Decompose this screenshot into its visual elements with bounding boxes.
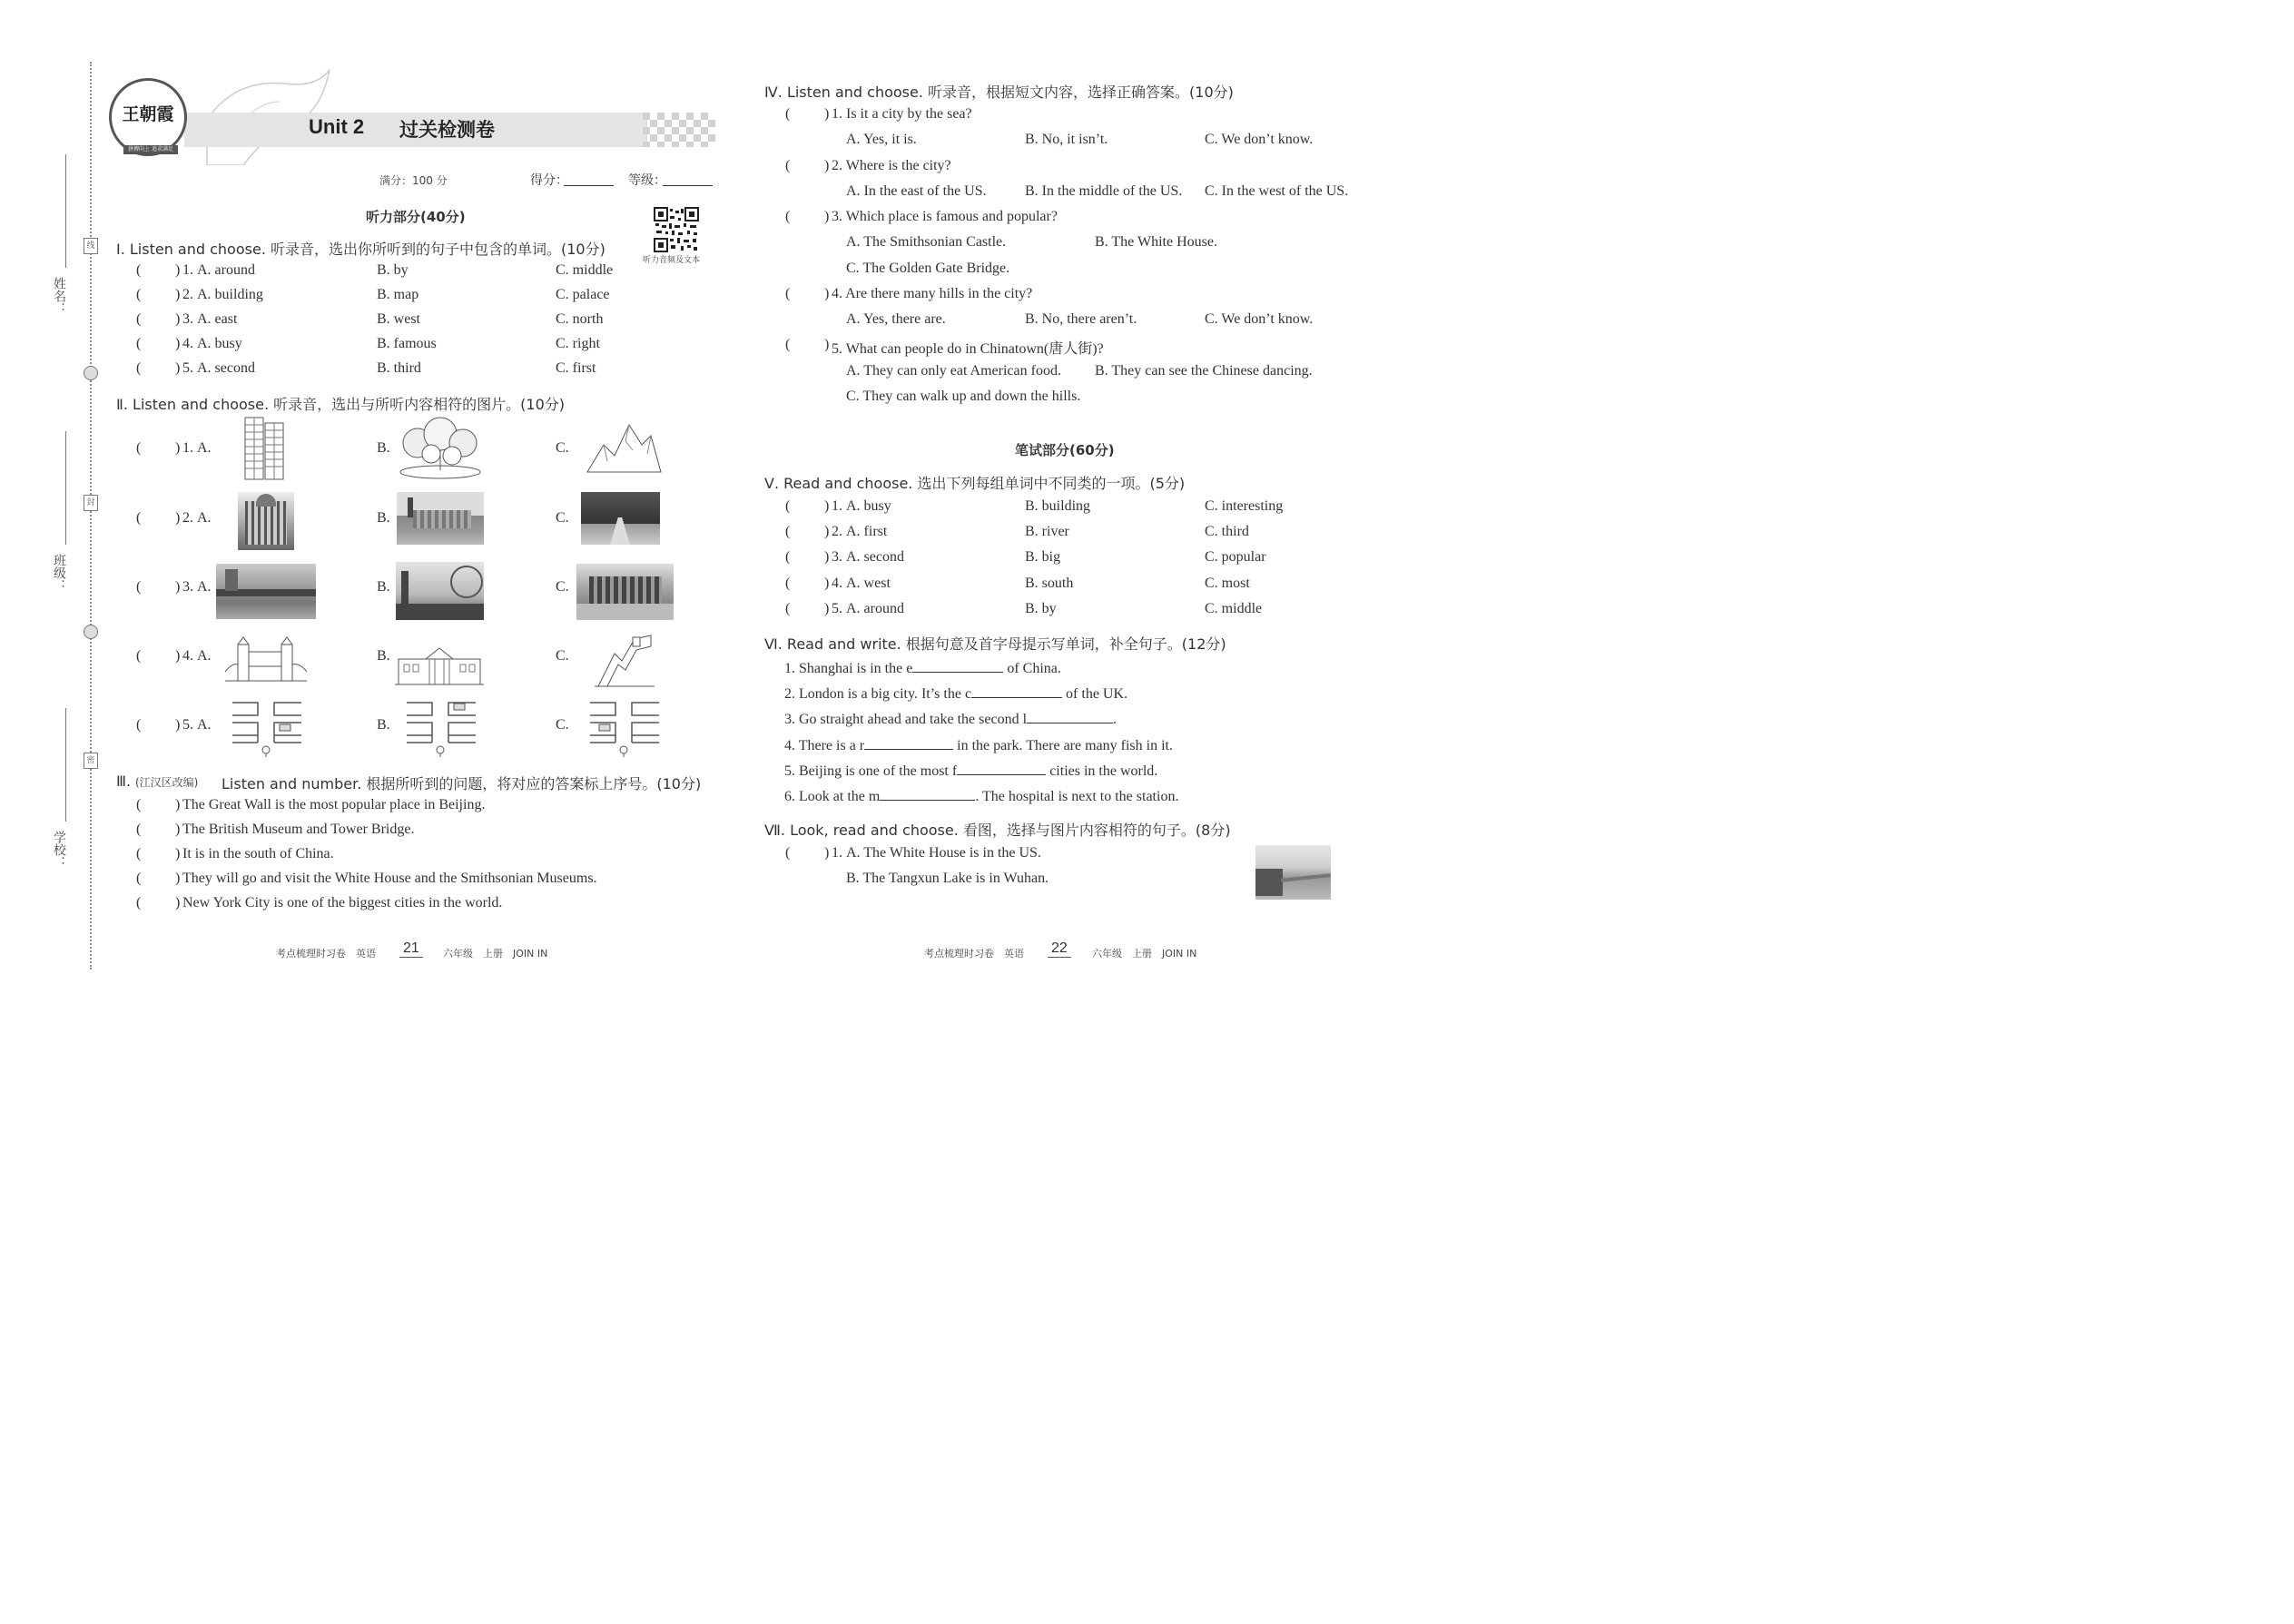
answer-paren-open: ( (785, 601, 791, 616)
item-number: 3. (832, 549, 842, 565)
answer-blank[interactable] (143, 338, 174, 352)
option-b-label: B. (377, 510, 390, 526)
option-a: A. east (197, 311, 238, 327)
new-york-photo[interactable] (576, 564, 674, 620)
option-a: A. around (846, 601, 904, 616)
score-field[interactable] (564, 185, 614, 186)
item-number: 2. (832, 524, 842, 539)
answer-paren-close: ) (175, 871, 181, 886)
option-c: C. palace (556, 287, 610, 302)
section-3-source: (江汉区改编) (135, 776, 199, 789)
sentence-start: 6. Look at the m (784, 789, 881, 804)
logo-motto: 拼搏向上 追求满足 (123, 145, 178, 154)
answer-paren-open: ( (785, 524, 791, 539)
answer-paren-close: ) (824, 845, 830, 861)
answer-paren-open: ( (785, 106, 791, 122)
answer-paren-close: ) (824, 601, 830, 616)
option-a-label: A. (197, 510, 212, 526)
option-c: C. first (556, 360, 596, 376)
answer-paren-open: ( (136, 360, 142, 376)
option-a-label: A. (197, 648, 212, 664)
option-b: B. big (1025, 549, 1061, 565)
grade-field[interactable] (663, 185, 713, 186)
answer-blank[interactable] (793, 160, 823, 174)
sentence-end: . The hospital is next to the station. (975, 789, 1179, 804)
option-c-label: C. (556, 648, 569, 664)
fill-blank[interactable] (912, 659, 1003, 673)
option-c-label: C. (556, 440, 569, 456)
option-a: A. first (846, 524, 888, 539)
answer-blank[interactable] (793, 288, 823, 302)
park-trees-image[interactable] (399, 416, 481, 479)
sentence-end: in the park. There are many fish in it. (953, 738, 1173, 753)
answer-paren-close: ) (824, 286, 830, 301)
question: 3. Which place is famous and popular? (832, 209, 1058, 224)
sentence: They will go and visit the White House and the Smithsonian Museums. (182, 871, 597, 886)
option-a-label: A. (197, 440, 212, 456)
footer-left-book: 考点梳理时习卷 英语 (276, 948, 376, 960)
answer-blank[interactable] (793, 603, 823, 617)
seal-mark-xian: 线 (84, 238, 98, 254)
river-bridge-photo[interactable] (216, 564, 316, 619)
binding-dotted-line (90, 62, 92, 969)
item-number: 1. (832, 845, 842, 861)
fill-blank[interactable] (880, 787, 975, 801)
seal-mark-mi: 密 (84, 753, 98, 769)
answer-blank[interactable] (143, 848, 174, 862)
section-6-title: Ⅵ. Read and write. 根据句意及首字母提示写单词，补全句子。(12分) (764, 635, 1226, 653)
answer-blank[interactable] (793, 847, 823, 861)
fill-blank[interactable] (971, 684, 1062, 698)
option-c: C. north (556, 311, 604, 327)
option-c: C. middle (1205, 601, 1263, 616)
answer-paren-close: ) (175, 822, 181, 837)
sentence-end: of the UK. (1062, 686, 1128, 702)
item-number: 1. (832, 498, 842, 514)
white-house-drawing[interactable] (395, 646, 484, 688)
option-c-label: C. (556, 510, 569, 526)
answer-paren-open: ( (136, 717, 142, 733)
footer-right-grade: 六年级 上册 JOIN IN (1092, 948, 1197, 960)
section-1-title: Ⅰ. Listen and choose. 听录音，选出你所听到的句子中包含的单词。(10分) (116, 241, 605, 258)
option-a: A. west (846, 576, 891, 591)
answer-blank[interactable] (793, 577, 823, 592)
option-a: A. busy (846, 498, 891, 514)
option-a: A. second (846, 549, 904, 565)
item-number: 4. (182, 648, 193, 664)
fill-blank[interactable] (864, 736, 953, 750)
london-eye-photo[interactable] (396, 562, 484, 620)
answer-blank[interactable] (143, 872, 174, 887)
option-c: C. In the west of the US. (1205, 183, 1349, 199)
answer-paren-close: ) (175, 648, 181, 664)
option-b: B. They can see the Chinese dancing. (1095, 363, 1313, 379)
tall-building-image[interactable] (243, 416, 287, 481)
answer-blank[interactable] (143, 289, 174, 303)
option-b: B. In the middle of the US. (1025, 183, 1183, 199)
seal-mark-feng: 封 (84, 495, 98, 511)
answer-paren-open: ( (785, 576, 791, 591)
answer-paren-close: ) (824, 209, 830, 224)
option-a: A. busy (197, 336, 242, 351)
binding-hole-1 (84, 366, 98, 380)
school-field[interactable] (65, 708, 66, 822)
answer-paren-open: ( (785, 337, 791, 352)
school-label: 学校： (52, 831, 66, 869)
sentence-start: 1. Shanghai is in the e (784, 661, 913, 676)
option-b: B. No, it isn’t. (1025, 132, 1108, 147)
answer-paren-open: ( (136, 336, 142, 351)
qr-code-icon[interactable] (654, 207, 699, 252)
option-b: B. south (1025, 576, 1074, 591)
option-a: A. In the east of the US. (846, 183, 987, 199)
item-number: 1. (182, 262, 193, 278)
fill-sentence (784, 787, 1178, 805)
logo-text: 王朝霞 (122, 104, 174, 124)
sentence: The British Museum and Tower Bridge. (182, 822, 415, 837)
answer-paren-open: ( (785, 498, 791, 514)
option-b: B. map (377, 287, 419, 302)
option-a: A. The White House is in the US. (846, 845, 1041, 861)
section-3-title: Listen and number. 根据所听到的问题，将对应的答案标上序号。(10分) (222, 775, 702, 792)
item-number: 5. (182, 360, 193, 376)
answer-blank[interactable] (143, 799, 174, 813)
sentence-end: of China. (1003, 661, 1061, 676)
page-number-22: 22 (1048, 940, 1071, 958)
option-b: B. famous (377, 336, 437, 351)
answer-paren-close: ) (824, 498, 830, 514)
fill-sentence (784, 684, 1127, 703)
sentence-end: . (1113, 712, 1117, 727)
answer-blank[interactable] (793, 339, 823, 353)
option-b: B. by (377, 262, 409, 278)
answer-paren-open: ( (136, 311, 142, 327)
sentence-start: 4. There is a r (784, 738, 865, 753)
sentence-end: cities in the world. (1046, 763, 1158, 779)
item-number: 3. (182, 579, 193, 595)
answer-paren-close: ) (175, 846, 181, 861)
section-5-title: Ⅴ. Read and choose. 选出下列每组单词中不同类的一项。(5分) (764, 475, 1186, 492)
fill-blank[interactable] (957, 762, 1046, 775)
sentence-start: 3. Go straight ahead and take the second l (784, 712, 1028, 727)
option-c: C. We don’t know. (1205, 311, 1314, 327)
answer-paren-open: ( (785, 549, 791, 565)
name-label: 姓名： (52, 277, 66, 315)
section-3-numeral: Ⅲ. (116, 773, 132, 790)
section-4-title: Ⅳ. Listen and choose. 听录音，根据短文内容，选择正确答案。(10分) (764, 84, 1234, 101)
option-a-label: A. (197, 717, 212, 733)
option-a-label: A. (197, 579, 212, 595)
option-c: C. interesting (1205, 498, 1284, 514)
answer-blank[interactable] (793, 526, 823, 540)
answer-paren-close: ) (824, 576, 830, 591)
sentence: New York City is one of the biggest cities in the world. (182, 895, 503, 910)
answer-paren-close: ) (824, 337, 830, 352)
answer-paren-open: ( (785, 845, 791, 861)
option-c: C. We don’t know. (1205, 132, 1314, 147)
item-number: 5. (832, 601, 842, 616)
option-a: A. second (197, 360, 255, 376)
answer-paren-open: ( (136, 797, 142, 812)
great-wall-drawing[interactable] (595, 634, 655, 688)
fill-blank[interactable] (1027, 710, 1113, 723)
writing-heading: 笔试部分(60分) (1015, 442, 1115, 458)
item-number: 2. (182, 287, 193, 302)
answer-blank[interactable] (143, 313, 174, 328)
answer-paren-close: ) (175, 440, 181, 456)
street-map-a[interactable] (231, 701, 303, 757)
sentence: The Great Wall is the most popular place in Beijing. (182, 797, 486, 812)
binding-hole-2 (84, 625, 98, 639)
answer-paren-open: ( (785, 209, 791, 224)
answer-paren-close: ) (175, 797, 181, 812)
option-c: C. third (1205, 524, 1249, 539)
score-label: 得分： (530, 173, 568, 188)
page-number-21: 21 (399, 940, 423, 958)
street-map-c[interactable] (588, 701, 661, 757)
footer-left-grade: 六年级 上册 JOIN IN (443, 948, 548, 960)
answer-paren-open: ( (136, 262, 142, 278)
option-a: A. Yes, there are. (846, 311, 946, 327)
option-b: B. west (377, 311, 420, 327)
item-number: 5. (182, 717, 193, 733)
option-b-label: B. (377, 717, 390, 733)
answer-paren-close: ) (824, 106, 830, 122)
answer-blank[interactable] (143, 362, 174, 377)
answer-paren-close: ) (824, 524, 830, 539)
page-title: 过关检测卷 (399, 119, 495, 141)
sentence-start: 2. London is a big city. It’s the c (784, 686, 972, 702)
section-7-title: Ⅶ. Look, read and choose. 看图，选择与图片内容相符的句子。(8分) (764, 822, 1231, 839)
answer-paren-open: ( (136, 579, 142, 595)
answer-blank[interactable] (793, 500, 823, 515)
item-number: 4. (832, 576, 842, 591)
item-number: 3. (182, 311, 193, 327)
option-b: B. The Tangxun Lake is in Wuhan. (846, 871, 1049, 886)
answer-paren-open: ( (136, 871, 142, 886)
answer-paren-close: ) (175, 262, 181, 278)
tangxun-lake-photo[interactable] (1255, 845, 1331, 900)
question: 5. What can people do in Chinatown(唐人街)? (832, 341, 1104, 357)
option-b: B. building (1025, 498, 1091, 514)
palace-photo[interactable] (238, 492, 294, 550)
answer-paren-close: ) (175, 360, 181, 376)
option-b-label: B. (377, 648, 390, 664)
section-2-title: Ⅱ. Listen and choose. 听录音，选出与所听内容相符的图片。(10分) (116, 396, 565, 413)
question: 1. Is it a city by the sea? (832, 106, 972, 122)
sentence-start: 5. Beijing is one of the most f (784, 763, 958, 779)
option-c-label: C. (556, 579, 569, 595)
option-c-label: C. (556, 717, 569, 733)
option-c: C. right (556, 336, 600, 351)
option-a: A. The Smithsonian Castle. (846, 234, 1007, 250)
option-c: C. middle (556, 262, 614, 278)
answer-paren-open: ( (136, 440, 142, 456)
listening-heading: 听力部分(40分) (366, 209, 466, 225)
option-b: B. The White House. (1095, 234, 1217, 250)
answer-blank[interactable] (793, 551, 823, 566)
answer-paren-close: ) (175, 311, 181, 327)
answer-paren-open: ( (785, 286, 791, 301)
answer-paren-open: ( (136, 648, 142, 664)
answer-paren-close: ) (175, 336, 181, 351)
grade-label: 等级： (628, 173, 666, 188)
option-c: C. popular (1205, 549, 1266, 565)
footer-right-book: 考点梳理时习卷 英语 (924, 948, 1024, 960)
option-b: B. river (1025, 524, 1069, 539)
fill-sentence (784, 762, 1157, 780)
street-map-b[interactable] (405, 701, 478, 757)
option-a: A. around (197, 262, 255, 278)
class-field[interactable] (65, 431, 66, 545)
option-c: C. The Golden Gate Bridge. (846, 261, 1010, 276)
class-label: 班级： (52, 554, 66, 592)
option-a: A. They can only eat American food. (846, 363, 1061, 379)
answer-paren-open: ( (785, 158, 791, 173)
option-a: A. building (197, 287, 263, 302)
answer-paren-close: ) (175, 579, 181, 595)
option-c: C. They can walk up and down the hills. (846, 389, 1081, 404)
answer-paren-close: ) (824, 158, 830, 173)
fill-sentence (784, 736, 1173, 754)
answer-paren-close: ) (175, 510, 181, 526)
option-a: A. Yes, it is. (846, 132, 917, 147)
item-number: 2. (182, 510, 193, 526)
answer-paren-open: ( (136, 822, 142, 837)
mountains-image[interactable] (586, 418, 663, 477)
item-number: 1. (182, 440, 193, 456)
unit-label: Unit 2 (309, 115, 365, 138)
sentence: It is in the south of China. (182, 846, 334, 861)
answer-paren-close: ) (175, 717, 181, 733)
answer-blank[interactable] (143, 897, 174, 911)
fill-sentence (784, 710, 1117, 728)
tower-bridge-drawing[interactable] (225, 635, 307, 688)
fill-sentence (784, 659, 1061, 677)
name-field[interactable] (65, 154, 66, 268)
answer-blank[interactable] (143, 264, 174, 279)
answer-paren-close: ) (175, 895, 181, 910)
answer-paren-close: ) (175, 287, 181, 302)
tree-path-photo[interactable] (581, 492, 660, 545)
option-b: B. No, there aren’t. (1025, 311, 1137, 327)
item-number: 4. (182, 336, 193, 351)
option-b-label: B. (377, 440, 390, 456)
answer-paren-close: ) (824, 549, 830, 565)
option-b-label: B. (377, 579, 390, 595)
question: 4. Are there many hills in the city? (832, 286, 1033, 301)
option-b: B. by (1025, 601, 1057, 616)
answer-paren-open: ( (136, 846, 142, 861)
full-score: 满分：100 分 (379, 174, 448, 187)
answer-blank[interactable] (143, 823, 174, 838)
option-b: B. third (377, 360, 421, 376)
answer-paren-open: ( (136, 895, 142, 910)
answer-paren-open: ( (136, 287, 142, 302)
answer-blank[interactable] (793, 108, 823, 123)
qr-caption: 听力音频及文本 (643, 256, 701, 265)
answer-blank[interactable] (793, 211, 823, 225)
question: 2. Where is the city? (832, 158, 951, 173)
answer-paren-open: ( (136, 510, 142, 526)
buckingham-photo[interactable] (397, 492, 484, 545)
option-c: C. most (1205, 576, 1250, 591)
